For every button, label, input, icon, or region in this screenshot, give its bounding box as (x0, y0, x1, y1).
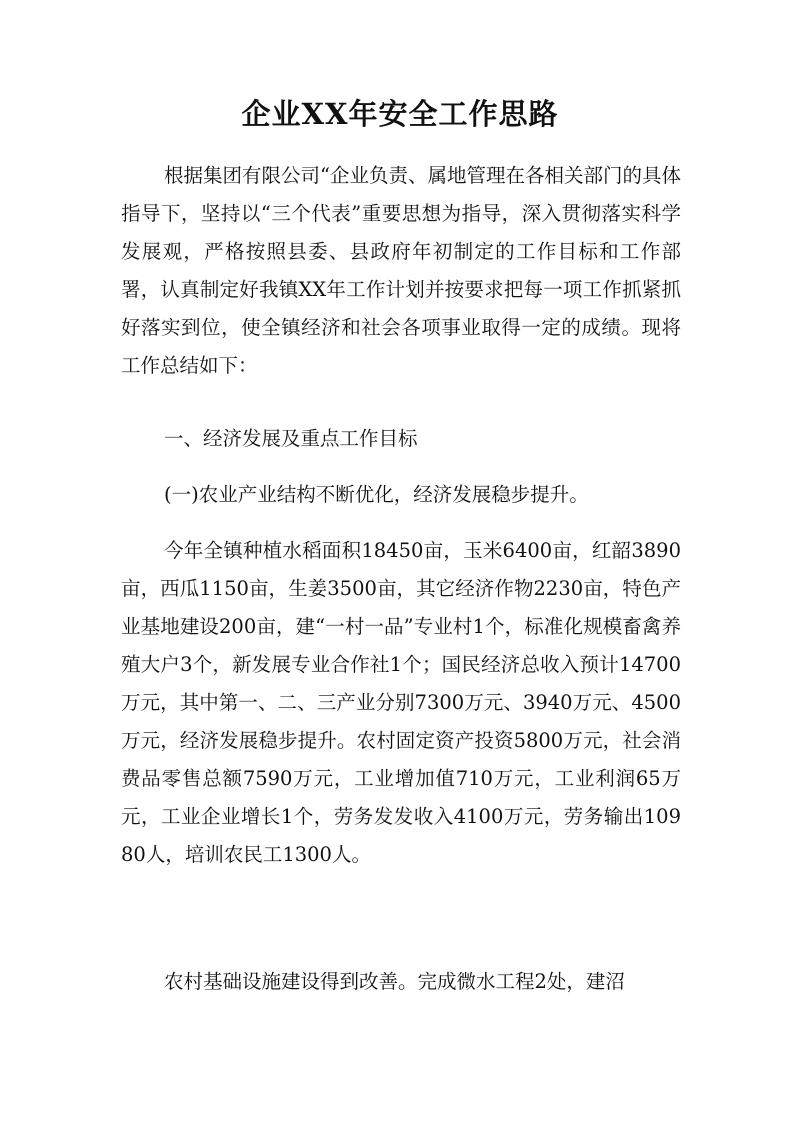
economy-paragraph: 今年全镇种植水稻面积18450亩，玉米6400亩，红韶3890亩，西瓜1150亩，生姜3500亩，其它经济作物2230亩，特色产业基地建设200亩，建“一村一品”专业村1个，标准化规模畜禽养殖大户3个，新发展专业合作社1个；国民经济总收入预计14700万元，其中第一、二、三产业分别7300万元、3940万元、4500万元，经济发展稳步提升。农村固定资产投资5800万元，社会消费品零售总额7590万元，工业增加值710万元，工业利润65万元，工业企业增长1个，劳务发发收入4100万元，劳务输出10980人，培训农民工1300人。 (121, 539, 681, 866)
subsection-heading: (一)农业产业结构不断优化，经济发展稳步提升。 (164, 483, 589, 506)
intro-paragraph: 根据集团有限公司“企业负责、属地管理在各相关部门的具体指导下，坚持以“三个代表”重要思想为指导，深入贯彻落实科学发展观，严格按照县委、县政府年初制定的工作目标和工作部署，认真制定好我镇XX年工作计划并按要求把每一项工作抓紧抓好落实到位，使全镇经济和社会各项事业取得一定的成绩。现将工作总结如下： (121, 164, 681, 377)
document-title: 企业XX年安全工作思路 (241, 97, 559, 131)
infrastructure-paragraph: 农村基础设施建设得到改善。完成微水工程2处，建沼 (164, 970, 625, 993)
section-heading: 一、经济发展及重点工作目标 (164, 427, 418, 450)
